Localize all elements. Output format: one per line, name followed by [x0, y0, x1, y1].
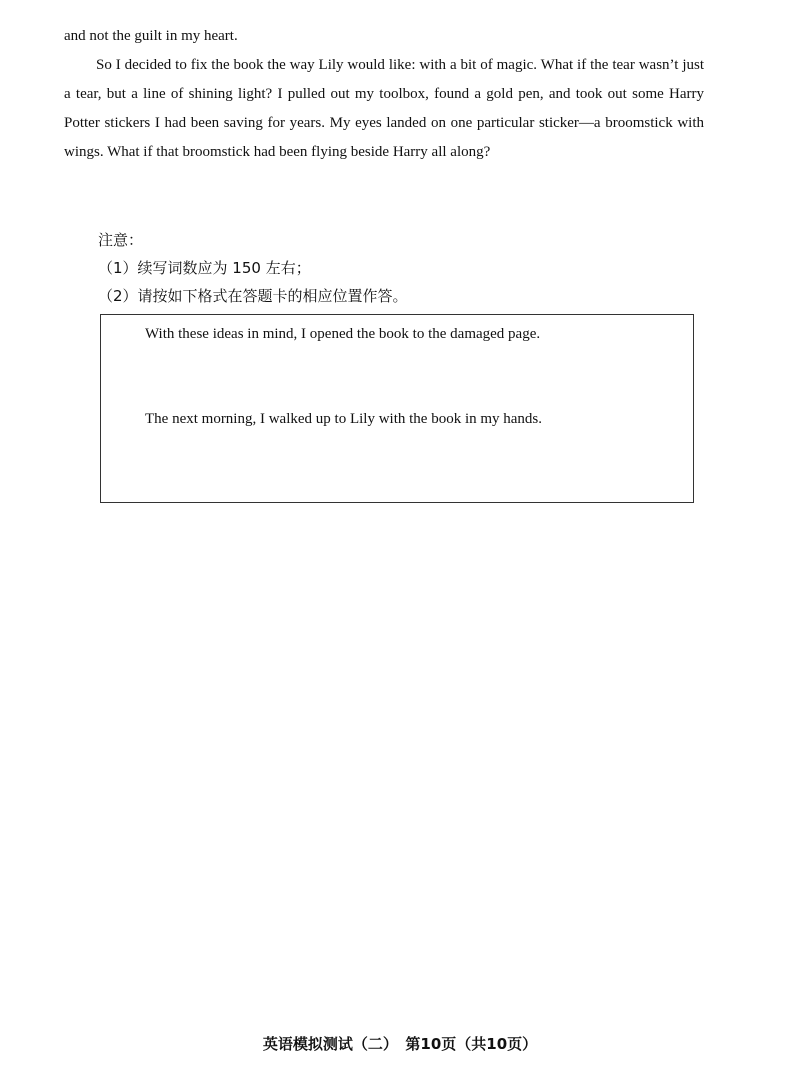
page-footer: 英语模拟测试（二） 第10页（共10页）: [262, 1035, 538, 1053]
story-passage: [64, 22, 704, 167]
instructions-notes: [98, 226, 408, 310]
notes-heading: 注意：: [98, 231, 144, 249]
answer-opening-sentence-1: With these ideas in mind, I opened the book to the damaged page.: [145, 326, 541, 342]
answer-format-box: [100, 314, 694, 503]
passage-paragraph-main: So I decided to fix the book the way Lily would like: with a bit of magic. What if the tear wasn’t just a tear, but a line of shining light? I pulled out my toolbox, found a gold pen, and took out some Harry Potter stickers I had been saving for years. My eyes landed on one particular sticker—a broomstick with wings. What if that broomstick had been flying beside Harry all along?: [64, 57, 704, 160]
notes-item-word-count: （1）续写词数应为 150 左右；: [98, 259, 311, 277]
answer-opening-sentence-2: The next morning, I walked up to Lily with the book in my hands.: [145, 411, 543, 427]
notes-item-format: （2）请按如下格式在答题卡的相应位置作答。: [98, 287, 408, 305]
passage-paragraph-tail: and not the guilt in my heart.: [64, 28, 238, 44]
